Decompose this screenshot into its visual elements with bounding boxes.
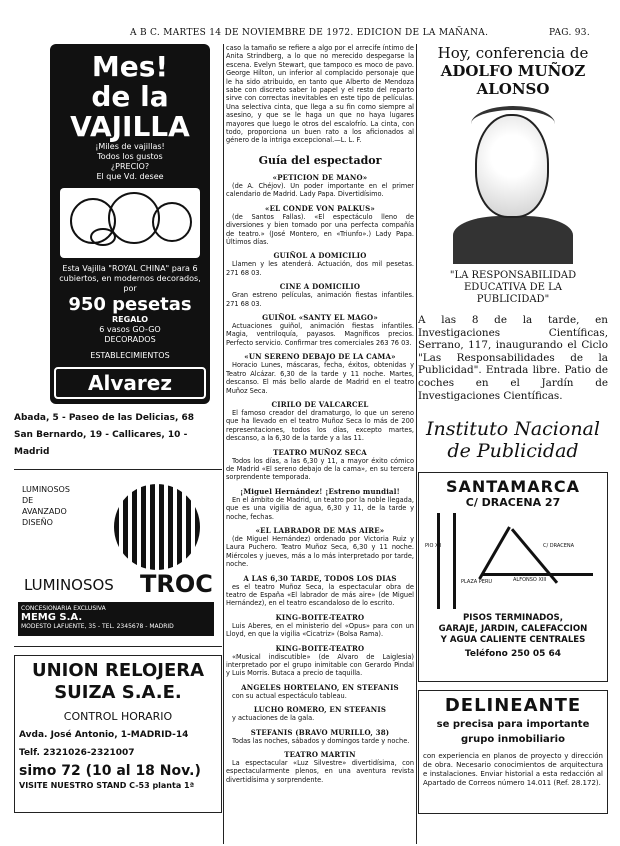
troc-brand: TROC [140,570,213,598]
vajilla-est: ESTABLECIMIENTOS [90,351,170,360]
guide-entry-text: Horacio Lunes, máscaras, fecha, éxitos, obtenidas y Teatro Alcázar. 6,30 de la tarde y 11 noche. Martes, descanso. El más bello alarde de Madrid en el teatro Muñoz Seca. [226,361,414,395]
vajilla-sub: ¿PRECIO? [110,162,150,171]
guide-title: Guía del espectador [258,154,382,167]
guide-entry [226,683,414,700]
guide-entry [226,705,414,722]
guide-entry [226,487,414,521]
guide-entry-text: Todos los días, a las 6,30 y 11, a mayor éxito cómico de Madrid «El sereno debajo de la cama», en su tercera sorprendente temporada. [226,456,414,482]
divider [14,469,222,470]
troc-line: LUMINOSOS [22,485,70,494]
guide-entry-title: TEATRO MARTIN [284,750,356,760]
guide-entry-text: En el ámbito de Madrid, un teatro por la noble llegada, que es una vigilia de agua, 6,30 y 11, de la tarde y noche, fechas. [226,495,414,521]
speaker-portrait [453,104,573,264]
troc-word: LUMINOSOS [24,576,114,594]
quote-line: "LA RESPONSABILIDAD [449,270,577,281]
institute-line: de Publicidad [447,440,579,463]
santamarca-feature: GARAJE, JARDIN, CALEFACCION [438,624,588,635]
page-number: PAG. 93. [548,28,590,38]
striped-circle-logo [114,484,200,570]
address-line: Abada, 5 - Paseo de las Delicias, 68 [14,413,195,423]
guide-entry-text: (de Miguel Hernández) ordenado por Victoria Ruiz y Laura Puchero. Teatro Muñoz Seca, 6,30 y 11 noche. Miércoles y jueves, más a lo más interpretado por tarde, noche. [226,534,414,569]
santamarca-feature: Y AGUA CALIENTE CENTRALES [440,635,586,646]
vajilla-sub: ¡Miles de vajillas! [95,142,165,151]
guide-entry-title: ¡Miguel Hernández! ¡Estreno mundial! [240,486,400,496]
santamarca-street: C/ DRACENA 27 [465,496,561,510]
guide-entry-text: (de A. Chéjov). Un poder importante en el primer calendario de Madrid. Lady Papa. Divertidísimo. [226,182,414,199]
vajilla-headline-1: Mes! [91,50,169,83]
address-line: San Bernardo, 19 - Callicares, 10 - Madrid [14,430,188,457]
guide-entry-title: «EL LABRADOR DE MAS AIRE» [255,525,385,535]
vajilla-sub: El que Vd. desee [96,172,164,181]
guide-entry [226,313,414,347]
vajilla-price: 950 pesetas [68,294,192,315]
guide-entry-text: (de Santos Fallas). «El espectáculo lleno de diversiones y bien tomado por una perfecta compañía de teatro.» (José Montero, en «Triunfo».) Lady Papa. Últimos días. [226,212,414,247]
guide-entry [226,173,414,199]
page-header [130,28,590,38]
guide-entry [226,400,414,443]
union-title: SUIZA S.A.E. [54,682,182,703]
institute-name [418,418,608,462]
guide-entry [226,728,414,745]
santamarca-ad [418,472,608,682]
conference-speaker: ALONSO [476,80,550,98]
union-simo: simo 72 (10 al 18 Nov.) [19,763,201,779]
conference-body: A las 8 de la tarde, en Investigaciones Científicas, Serrano, 117, inaugurando el Ciclo "Las Responsabilidades de la Publicidad". Entrada libre. Patio de coches en el Jardín de Investigaciones Científicas. [418,314,608,402]
guide-entry-text: Todas las noches, sábados y domingos tarde y noche. [232,736,410,745]
guide-entry-title: «UN SERENO DEBAJO DE LA CAMA» [244,352,396,362]
guide-entry-text: con su actual espectáculo tableau. [232,691,347,700]
column-divider [416,44,417,844]
union-stand: VISITE NUESTRO STAND C-53 planta 1ª [19,781,195,790]
guide-entry [226,204,414,247]
guide-entry-title: LUCHO ROMERO, EN STEFANIS [253,705,387,715]
guide-entry [226,613,414,639]
map-label: PIO XII [425,543,442,550]
right-column [418,44,608,814]
vajilla-headline-3: VAJILLA [70,110,190,143]
guide-entry [226,526,414,569]
guide-entry-text: Actuaciones guiñol, animación fiestas infantiles. Magia, ventriloquía, payasos. Magníficos precios. Perfecto servicio. Confirmar tres comerciales 263 76 03. [226,322,414,347]
guide-entry [226,644,414,678]
guide-entry-text: El famoso creador del dramaturgo, lo que un sereno que ha llevado en el teatro Muñoz Seca lo más de 200 representaciones, todos los días, excepto martes, descanso, a la 6,30 de la tarde y a las 11. [226,408,414,443]
guide-entry [226,750,414,784]
divider [14,646,222,647]
guide-entry-text: es el teatro Muñoz Seca, la espectacular obra de teatro de España «El labrador de más aire» (de Miguel Hernández), en el teatro escandaloso de lo escrito. [226,582,414,608]
guide-entry-text: y actuaciones de la gala. [232,714,315,723]
guide-entry [226,282,414,308]
left-column [14,44,222,813]
santamarca-feature: PISOS TERMINADOS, [462,613,563,624]
guide-entry [226,352,414,395]
column-divider [223,44,224,844]
guide-entry-title: KING-BOITE-TEATRO [275,643,365,653]
vajilla-gift: 6 vasos GO-GO [99,325,161,334]
union-phone: Telf. 2321026-2321007 [19,748,135,758]
delineante-line: grupo inmobiliario [461,734,565,746]
quote-line: PUBLICIDAD" [476,294,550,305]
troc-line: AVANZADO [22,507,67,516]
vajilla-offer: Esta Vajilla "ROYAL CHINA" para 6 cubiertos, en modernos decorados, por [59,264,201,293]
guide-entry [226,251,414,277]
alvarez-logo: Alvarez [54,367,206,399]
guide-entry [226,574,414,608]
guide-entry [226,448,414,482]
vajilla-gift: REGALO [112,315,148,324]
delineante-line: se precisa para importante [436,719,590,731]
guide-entry-title: KING-BOITE-TEATRO [275,612,365,622]
union-control: CONTROL HORARIO [63,710,173,723]
header-line: A B C. MARTES 14 DE NOVIEMBRE DE 1972. EDICION DE LA MAÑANA. [130,28,489,38]
dishes-illustration [60,188,200,258]
conference-line: Hoy, conferencia de [437,44,589,62]
guide-entry-title: «PETICION DE MANO» [272,173,368,182]
vajilla-headline-2: de la [91,80,169,113]
guide-entry-title: A LAS 6,30 TARDE, TODOS LOS DIAS [243,573,397,583]
delineante-title: DELINEANTE [444,695,582,717]
guide-entry-title: STEFANIS (BRAVO MURILLO, 38) [250,727,390,737]
conference-header [418,44,608,98]
vajilla-sub: Todos los gustos [97,152,163,161]
guide-entry-title: CIRILO DE VALCARCEL [271,399,369,409]
guide-entry-title: «EL CONDE VON PALKUS» [265,203,375,213]
guide-entry-title: TEATRO MUÑOZ SECA [273,447,367,457]
delineante-ad [418,690,608,814]
union-relojera-ad [14,655,222,813]
guide-entry-text: Llamen y les atenderá. Actuación, dos mil pesetas. 271 68 03. [226,260,414,277]
guide-entry-title: GUIÑOL A DOMICILIO [273,251,367,261]
troc-bar-line: MODESTO LAFUENTE, 35 - TEL. 2345678 - MADRID [21,623,174,630]
troc-ad [14,478,222,638]
map-label: C/ DRACENA [543,543,575,550]
troc-bar-line: MEMG S.A. [21,612,83,623]
vajilla-gift: DECORADOS [104,335,156,344]
guide-entry-text: Gran estreno películas, animación fiestas infantiles. 271 68 03. [226,291,414,308]
conference-speaker: ADOLFO MUÑOZ [440,62,586,80]
troc-line: DE [22,496,34,505]
guide-entry-title: ANGELES HORTELANO, EN STEFANIS [241,682,399,692]
vajilla-ad [50,44,210,404]
santamarca-title: SANTAMARCA [445,477,581,497]
map-label: ALFONSO XIII [513,577,547,584]
guide-entry-title: GUIÑOL «SANTY EL MAGO» [262,313,378,323]
union-title: UNION RELOJERA [31,660,205,681]
guide-entry-text: «Musical indiscutible» (de Alvaro de Laiglesia) interpretado por el grupo inimitable con Gerardo Pindal y Luis Morris. Butaca a precio de taquilla. [226,652,414,678]
location-map [423,513,603,609]
guide-entries [226,173,414,784]
alvarez-address [14,410,222,461]
map-label: PLAZA PERU [461,579,493,586]
guide-entry-text: La espectacular «Luz Silvestre» divertidísima, con espectacularmente plenos, en una aventura revista divertidísima y sorprendente. [226,759,414,784]
guide-entry-title: CINE A DOMICILIO [279,282,361,292]
troc-bar [18,602,214,636]
delineante-body: con experiencia en planos de proyecto y dirección de obra. Necesario conocimientos de arquitectura e instalaciones. Enviar historial a esta redacción al Apartado de Correos número 14.011 (Ref. 28.172). [423,752,603,788]
union-address: Avda. José Antonio, 1-MADRID-14 [19,730,189,740]
guide-entry-text: Luis Aberes, en el ministerio del «Opus» para con un Lloyd, en que la vigilia «Cicatriz» (Bolsa Rama). [226,621,414,639]
santamarca-phone: Teléfono 250 05 64 [464,649,562,660]
institute-line: Instituto Nacional [426,418,600,441]
middle-column [226,44,414,789]
troc-lines [22,484,70,528]
troc-bar-line: CONCESIONARIA EXCLUSIVA [21,605,106,612]
review-text: caso la tamaño se refiere a algo por el arrecife íntimo de Anita Strindberg, a lo que no merecido despegarse la escena. Evelyn Stewart, que tampoco es moco de pavo. George Hilton, un inferior al complacido personaje que le ha sido atribuido, en tanto que Alberto de Mendoza sabe con discreto saber lo papel y el resto del reparto sirve con correctas inevitables en este tipo de películas. Una selectiva cinta, que llega a su fin como siempre al asesino, y que se le haga un que no haya lugares mayores que luego le otros del escalofrío. La cinta, con todo, proporciona un buen rato a los aficionados al género de la intriga excepcional.—L. L. F. [226,44,414,145]
troc-line: DISEÑO [22,518,53,527]
conference-quote [418,270,608,306]
quote-line: EDUCATIVA DE LA [464,282,562,293]
